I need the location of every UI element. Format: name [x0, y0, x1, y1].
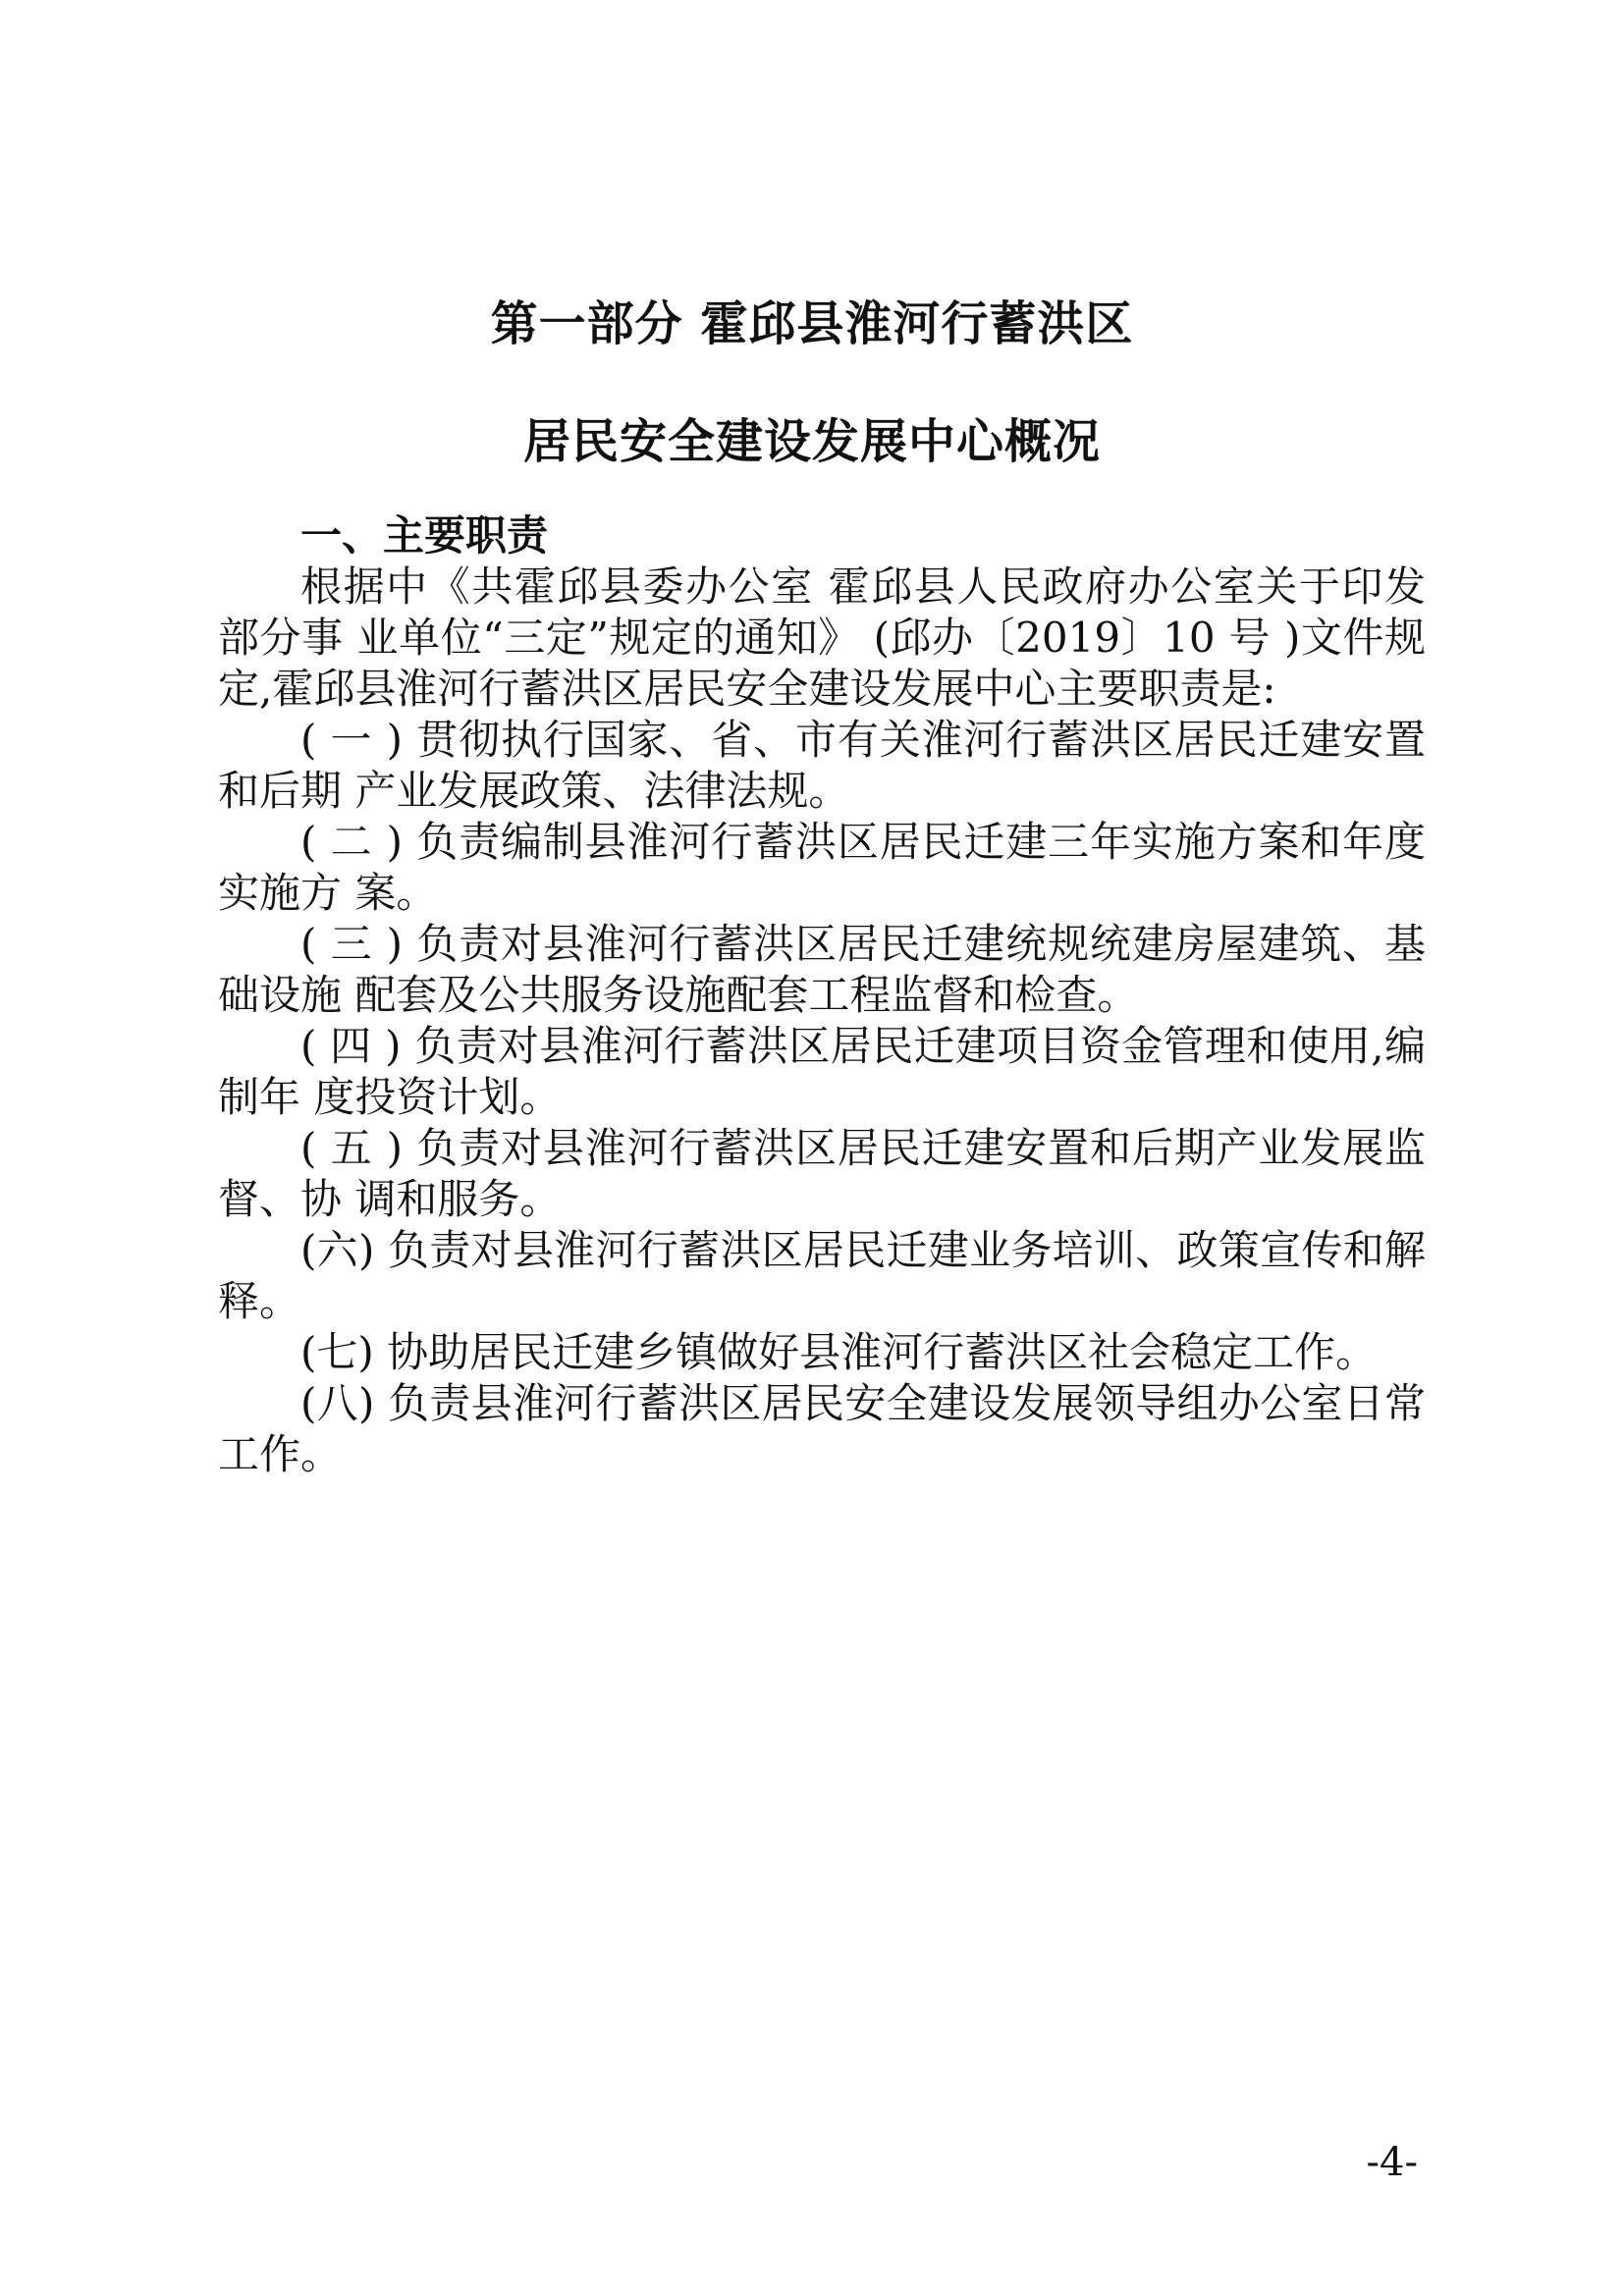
paragraph-duty-8: (八) 负责县淮河行蓄洪区居民安全建设发展领导组办公室日常工作。	[218, 1379, 1426, 1478]
paragraph-intro: 根据中《共霍邱县委办公室 霍邱县人民政府办公室关于印发部分事 业单位“三定”规定的通知》 (邱办〔2019〕10 号 )文件规定,霍邱县淮河行蓄洪区居民安全建设发展中心主要职责是:	[218, 562, 1426, 713]
page-number: -4-	[1366, 2140, 1418, 2185]
paragraph-duty-7: (七) 协助居民迁建乡镇做好县淮河行蓄洪区社会稳定工作。	[300, 1328, 1378, 1376]
title-line-2: 居民安全建设发展中心概况	[522, 414, 1101, 469]
title-line-1: 第一部分 霍邱县淮河行蓄洪区	[490, 296, 1134, 351]
section-heading: 一、主要职责	[300, 511, 549, 560]
paragraph-duty-5: ( 五 ) 负责对县淮河行蓄洪区居民迁建安置和后期产业发展监督、协 调和服务。	[218, 1124, 1426, 1223]
document-body	[218, 510, 1426, 1480]
paragraph-duty-3: ( 三 ) 负责对县淮河行蓄洪区居民迁建统规统建房屋建筑、基础设施 配套及公共服务设施配套工程监督和检查。	[218, 920, 1426, 1019]
paragraph-duty-4: ( 四 ) 负责对县淮河行蓄洪区居民迁建项目资金管理和使用,编制年 度投资计划。	[218, 1022, 1426, 1121]
paragraph-duty-2: ( 二 ) 负责编制县淮河行蓄洪区居民迁建三年实施方案和年度实施方 案。	[218, 818, 1426, 917]
paragraph-duty-6: (六) 负责对县淮河行蓄洪区居民迁建业务培训、政策宣传和解释。	[218, 1226, 1426, 1325]
paragraph-duty-1: ( 一 ) 贯彻执行国家、省、市有关淮河行蓄洪区居民迁建安置和后期 产业发展政策、法律法规。	[218, 716, 1426, 815]
